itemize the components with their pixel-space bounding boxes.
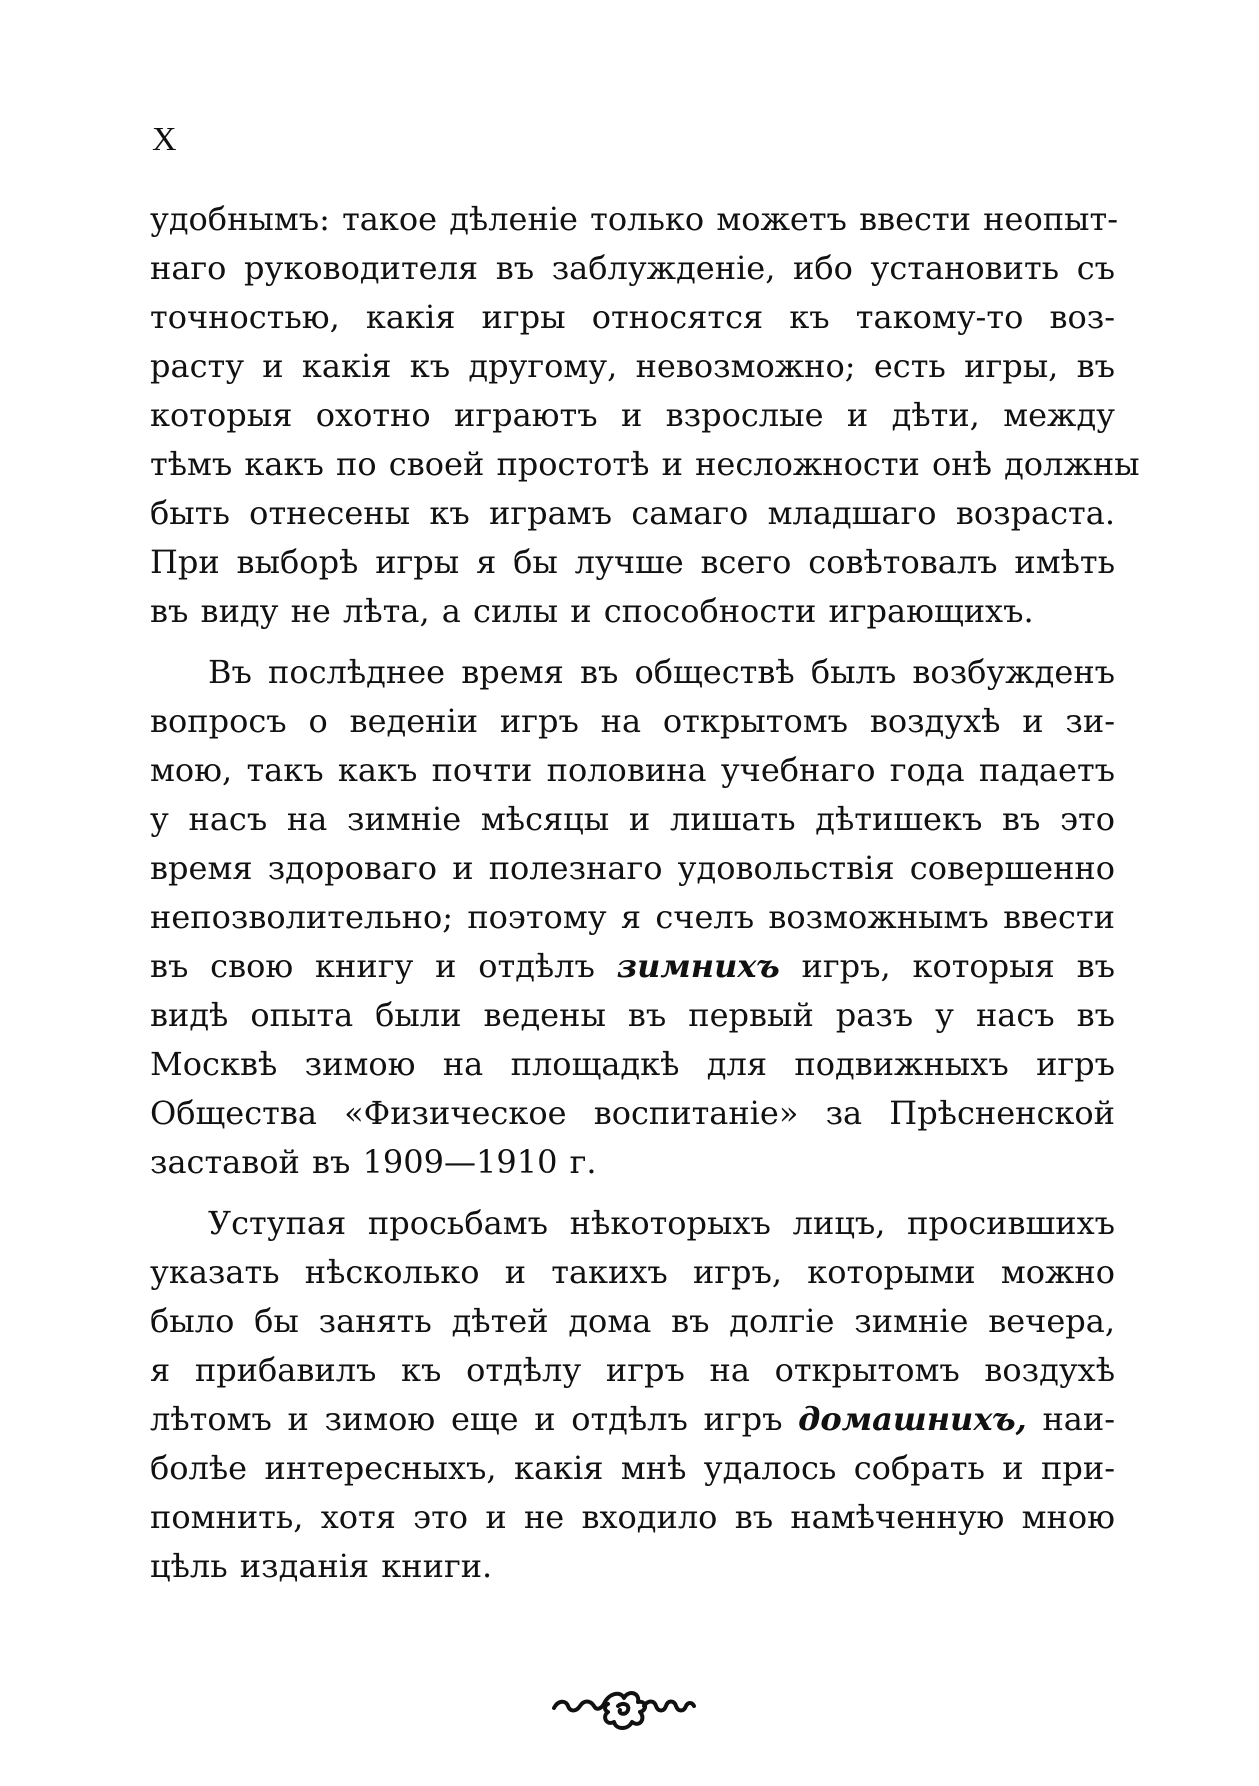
- text-line: быть отнесены къ играмъ самаго младшаго возраста.: [150, 494, 1115, 532]
- text-line: наго руководителя въ заблужденіе, ибо установить съ: [150, 249, 1115, 287]
- italic-term: зимнихъ: [616, 947, 780, 985]
- paragraph-gap: [150, 1187, 1115, 1199]
- body-text: [150, 195, 1140, 1591]
- text-line: точностью, какія игры относятся къ такому-то воз-: [150, 298, 1115, 336]
- text-line: [150, 942, 1115, 991]
- text-line: удобнымъ: такое дѣленіе только можетъ ввести неопыт-: [150, 200, 1119, 238]
- text-run: лѣтомъ и зимою еще и отдѣлъ игръ: [150, 1400, 799, 1438]
- page-number: X: [152, 121, 178, 158]
- text-line: Общества «Физическое воспитаніе» за Прѣсненской: [150, 1094, 1115, 1132]
- text-line: было бы занять дѣтей дома въ долгіе зимніе вечера,: [150, 1302, 1115, 1340]
- text-line: Уступая просьбамъ нѣкоторыхъ лицъ, просившихъ: [208, 1204, 1115, 1242]
- text-line: указать нѣсколько и такихъ игръ, которыми можно: [150, 1253, 1115, 1291]
- text-run: въ свою книгу и отдѣлъ: [150, 947, 617, 985]
- text-line: время здороваго и полезнаго удовольствія совершенно: [150, 849, 1115, 887]
- text-line: тѣмъ какъ по своей простотѣ и несложности онѣ должны: [150, 445, 1140, 483]
- text-line: помнить, хотя это и не входило въ намѣченную мною: [150, 1498, 1115, 1536]
- text-run: игръ, которыя въ: [779, 947, 1116, 985]
- text-line: я прибавилъ къ отдѣлу игръ на открытомъ воздухѣ: [150, 1351, 1115, 1389]
- italic-term: домашнихъ,: [798, 1400, 1027, 1438]
- text-line: Въ послѣднее время въ обществѣ былъ возбужденъ: [208, 653, 1115, 691]
- text-line: видѣ опыта были ведены въ первый разъ у насъ въ: [150, 996, 1115, 1034]
- text-line: непозволительно; поэтому я счелъ возможнымъ ввести: [150, 898, 1115, 936]
- text-line: расту и какія къ другому, невозможно; есть игры, въ: [150, 347, 1115, 385]
- text-line: въ виду не лѣта, а силы и способности играющихъ.: [150, 592, 1034, 630]
- text-line: цѣль изданія книги.: [150, 1547, 493, 1585]
- text-line: у насъ на зимніе мѣсяцы и лишать дѣтишекъ въ это: [150, 800, 1115, 838]
- text-line: заставой въ 1909—1910 г.: [150, 1143, 597, 1181]
- text-line: мою, такъ какъ почти половина учебнаго года падаетъ: [150, 751, 1115, 789]
- text-line: которыя охотно играютъ и взрослые и дѣти, между: [150, 396, 1115, 434]
- text-line: Москвѣ зимою на площадкѣ для подвижныхъ игръ: [150, 1045, 1115, 1083]
- printer-ornament-icon: [548, 1680, 700, 1734]
- text-run: наи-: [1026, 1400, 1115, 1438]
- text-line: вопросъ о веденіи игръ на открытомъ воздухѣ и зи-: [150, 702, 1115, 740]
- text-line: [150, 1395, 1115, 1444]
- text-line: При выборѣ игры я бы лучше всего совѣтовалъ имѣть: [150, 543, 1115, 581]
- paragraph-gap: [150, 636, 1115, 648]
- text-line: болѣе интересныхъ, какія мнѣ удалось собрать и при-: [150, 1449, 1115, 1487]
